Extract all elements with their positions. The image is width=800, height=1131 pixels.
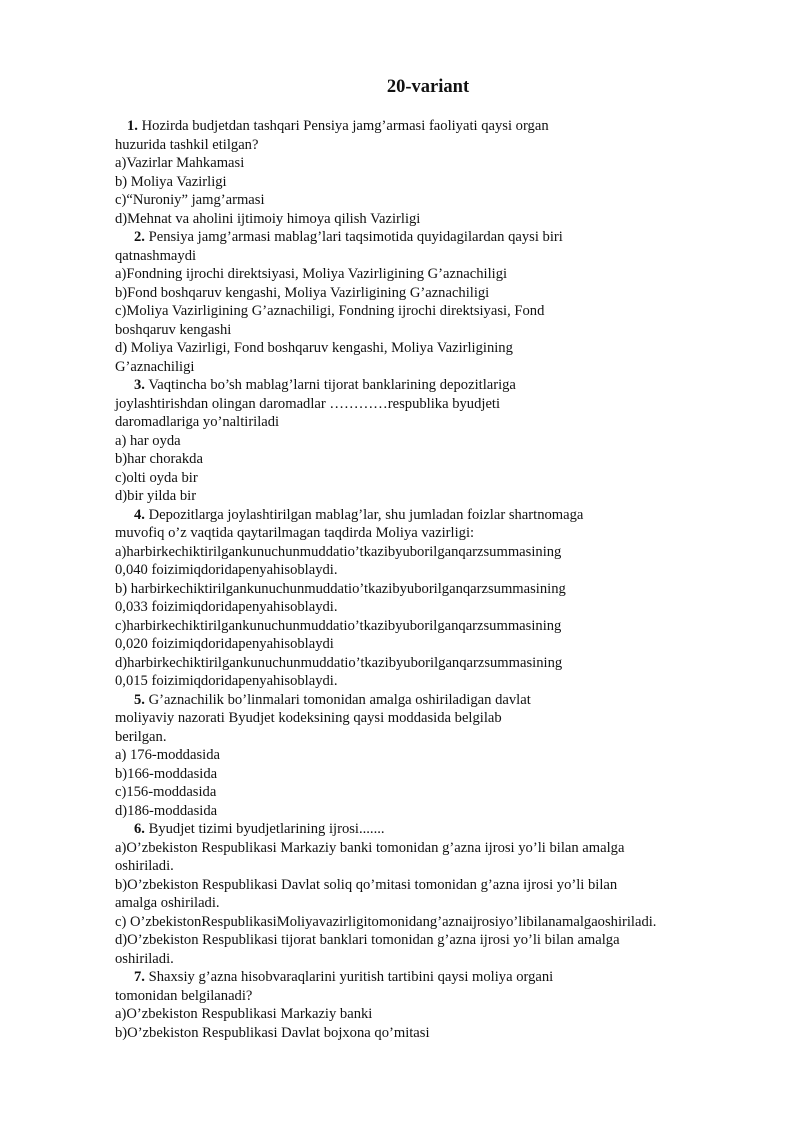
answer-option: a)harbirkechiktirilgankunuchunmuddatio’tkazibyuborilganqarzsummasining xyxy=(115,543,562,560)
answer-option: a)O’zbekiston Respublikasi Markaziy banki xyxy=(115,1006,373,1022)
question-text-line xyxy=(115,820,755,839)
answer-option: a)O’zbekiston Respublikasi Markaziy banki tomonidan g’azna ijrosi yo’li bilan amalga xyxy=(115,839,625,856)
question-number: 7. xyxy=(134,969,145,985)
question-text-line xyxy=(115,247,755,266)
question-number: 4. xyxy=(134,506,145,523)
question-text-line xyxy=(115,413,755,432)
question-4 xyxy=(115,506,755,691)
answer-option: oshiriladi. xyxy=(115,950,174,967)
question-7 xyxy=(115,968,755,1042)
answer-option: a)Vazirlar Mahkamasi xyxy=(115,155,245,171)
answer-option: amalga oshiriladi. xyxy=(115,895,220,911)
answer-option: b)har chorakda xyxy=(115,451,203,467)
question-text: berilgan. xyxy=(115,728,167,745)
question-text-line xyxy=(115,228,755,247)
question-text: G’aznachilik bo’linmalari tomonidan amalga oshiriladigan davlat xyxy=(148,691,531,708)
question-6 xyxy=(115,820,755,968)
question-text: Vaqtincha bo’sh mablag’larni tijorat banklarining depozitlariga xyxy=(148,377,516,393)
question-text: moliyaviy nazorati Byudjet kodeksining qaysi moddasida belgilab xyxy=(115,710,502,726)
answer-option: boshqaruv kengashi xyxy=(115,321,232,338)
answer-option: c) O’zbekistonRespublikasiMoliyavazirligitomonidang’aznaijrosiyo’libilanamalgaoshiriladi. xyxy=(115,913,657,930)
page-title: 20-variant xyxy=(386,77,470,97)
question-text-line xyxy=(115,728,755,747)
answer-option: b)O’zbekiston Respublikasi Davlat soliq qo’mitasi tomonidan g’azna ijrosi yo’li bilan xyxy=(115,876,618,893)
answer-option: c)“Nuroniy” jamg’armasi xyxy=(115,192,265,208)
answer-option: d) Moliya Vazirligi, Fond boshqaruv kengashi, Moliya Vazirligining xyxy=(115,340,513,356)
question-text-line xyxy=(115,709,755,728)
question-text: Byudjet tizimi byudjetlarining ijrosi....... xyxy=(148,821,385,837)
question-text-line xyxy=(115,691,755,710)
question-text-line xyxy=(115,395,755,414)
question-number: 5. xyxy=(134,691,145,708)
answer-option: b)Fond boshqaruv kengashi, Moliya Vazirligining G’aznachiligi xyxy=(115,284,490,301)
question-text-line xyxy=(115,376,755,395)
answer-option: c)harbirkechiktirilgankunuchunmuddatio’tkazibyuborilganqarzsummasining xyxy=(115,617,562,634)
answer-option: 0,020 foizimiqdoridapenyahisoblaydi xyxy=(115,636,334,652)
answer-option: b)O’zbekiston Respublikasi Davlat bojxona qo’mitasi xyxy=(115,1024,430,1041)
question-text: joylashtirishdan olingan daromadlar …………respublika byudjeti xyxy=(115,395,501,412)
question-number: 3. xyxy=(134,377,145,393)
answer-option: oshiriladi. xyxy=(115,858,174,874)
answer-option: a)Fondning ijrochi direktsiyasi, Moliya Vazirligining G’aznachiligi xyxy=(115,266,508,282)
answer-option: 0,033 foizimiqdoridapenyahisoblaydi. xyxy=(115,599,338,615)
answer-option: b) Moliya Vazirligi xyxy=(115,173,227,190)
answer-option: c)156-moddasida xyxy=(115,784,217,800)
question-text: Shaxsiy g’azna hisobvaraqlarini yuritish tartibini qaysi moliya organi xyxy=(148,969,554,985)
question-text: qatnashmaydi xyxy=(115,247,197,264)
answer-option: b)166-moddasida xyxy=(115,765,218,782)
question-text: Pensiya jamg’armasi mablag’lari taqsimotida quyidagilardan qaysi biri xyxy=(148,229,563,245)
question-list xyxy=(115,117,755,1042)
question-1 xyxy=(115,117,755,228)
question-text-line xyxy=(115,968,755,987)
answer-option: G’aznachiligi xyxy=(115,358,195,375)
answer-option: 0,040 foizimiqdoridapenyahisoblaydi. xyxy=(115,562,338,578)
answer-option: d)Mehnat va aholini ijtimoiy himoya qilish Vazirligi xyxy=(115,210,421,227)
question-text: huzurida tashkil etilgan? xyxy=(115,136,259,153)
answer-option: c)Moliya Vazirligining G’aznachiligi, Fondning ijrochi direktsiyasi, Fond xyxy=(115,303,545,319)
question-text: muvofiq o’z vaqtida qaytarilmagan taqdirda Moliya vazirligi: xyxy=(115,525,475,541)
question-text-line xyxy=(115,506,755,525)
question-text-line xyxy=(115,117,755,136)
question-5 xyxy=(115,691,755,821)
question-number: 1. xyxy=(127,118,138,134)
question-text-line xyxy=(115,136,755,155)
answer-option: a) 176-moddasida xyxy=(115,747,220,763)
question-text: tomonidan belgilanadi? xyxy=(115,987,253,1004)
answer-option: d)harbirkechiktirilgankunuchunmuddatio’tkazibyuborilganqarzsummasining xyxy=(115,654,563,671)
question-number: 6. xyxy=(134,821,145,837)
answer-option: d)O’zbekiston Respublikasi tijorat banklari tomonidan g’azna ijrosi yo’li bilan amalga xyxy=(115,932,620,948)
question-text-line xyxy=(115,524,755,543)
question-text-line xyxy=(115,987,755,1006)
question-3 xyxy=(115,376,755,506)
question-2 xyxy=(115,228,755,376)
question-text: Hozirda budjetdan tashqari Pensiya jamg’armasi faoliyati qaysi organ xyxy=(141,118,549,134)
answer-option: c)olti oyda bir xyxy=(115,469,198,486)
question-number: 2. xyxy=(134,229,145,245)
answer-option: d)186-moddasida xyxy=(115,802,218,819)
answer-option: d)bir yilda bir xyxy=(115,488,197,504)
answer-option: 0,015 foizimiqdoridapenyahisoblaydi. xyxy=(115,673,338,689)
question-text: Depozitlarga joylashtirilgan mablag’lar, shu jumladan foizlar shartnomaga xyxy=(148,506,584,523)
answer-option: b) harbirkechiktirilgankunuchunmuddatio’tkazibyuborilganqarzsummasining xyxy=(115,580,566,597)
question-text: daromadlariga yo’naltiriladi xyxy=(115,414,280,430)
answer-option: a) har oyda xyxy=(115,432,181,449)
